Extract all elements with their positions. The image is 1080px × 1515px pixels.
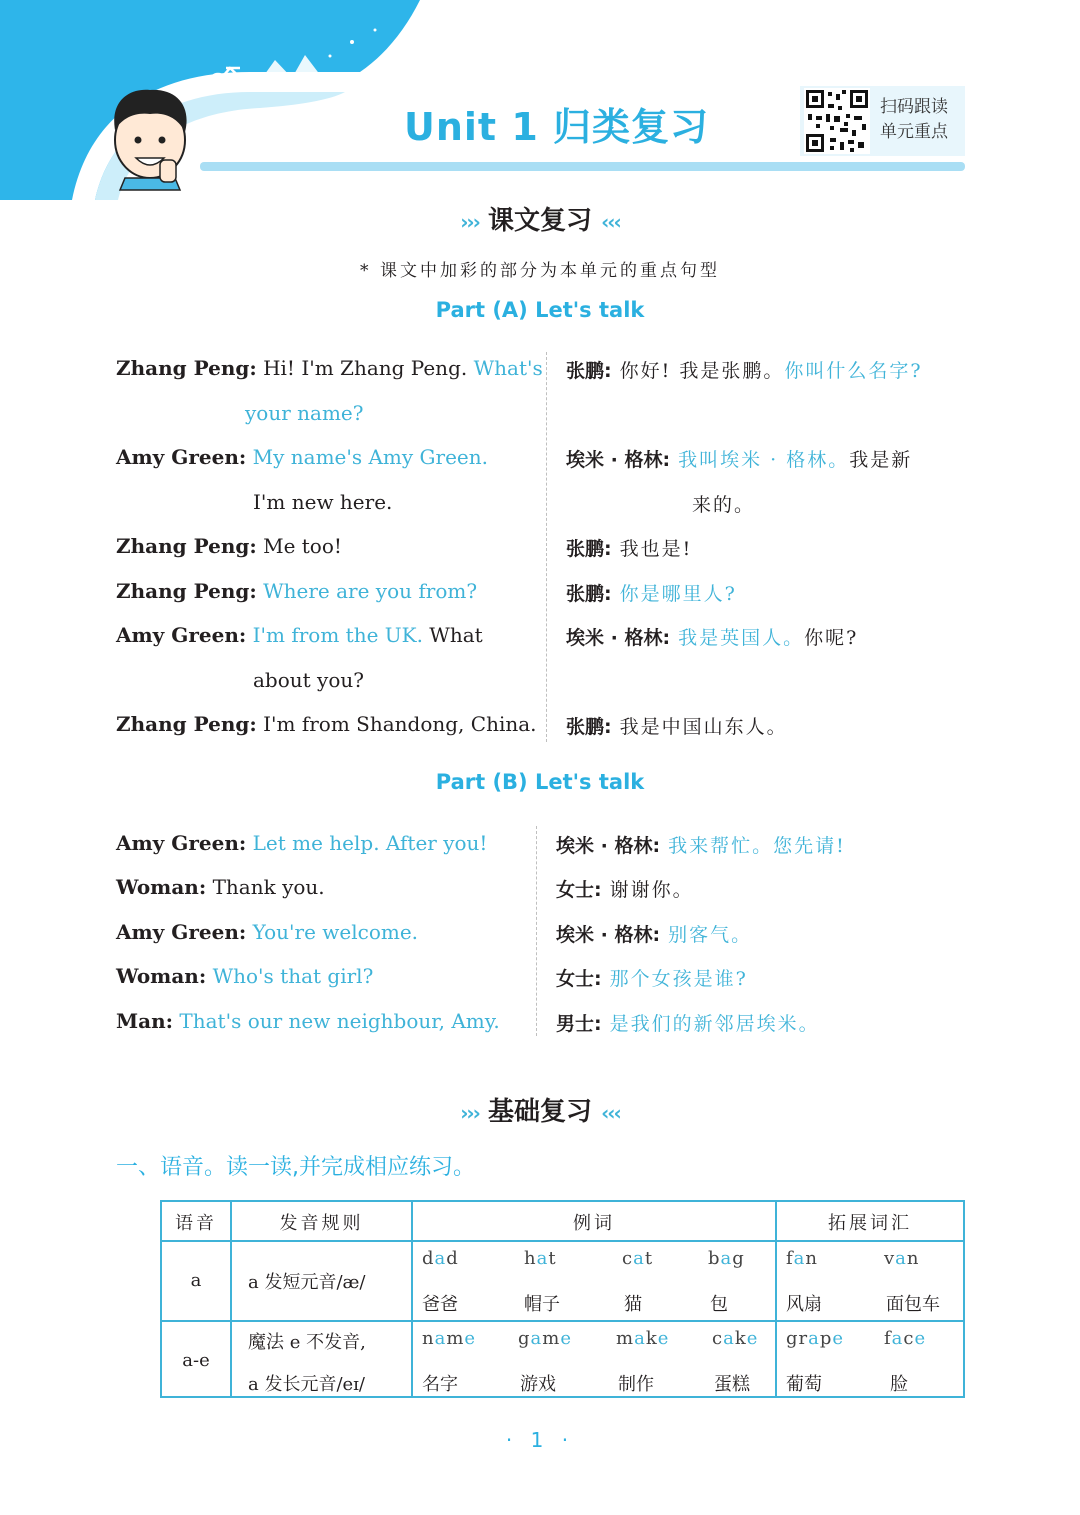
line-text-cn: 我是新 [849,449,913,471]
word-vowel: e [746,1328,759,1349]
dialogue-line-cn [566,534,692,561]
line-text: about you? [253,668,364,692]
example-meaning: 蛋糕 [714,1374,750,1395]
table-cell-rule: 魔法 e 不发音, [248,1332,366,1353]
line-text-cn: 来的。 [692,494,756,516]
example-word [518,1328,572,1349]
line-text: Me too! [263,534,342,558]
word-vowel: a [434,1248,447,1269]
section-heading-text-review: ››› 课文复习 ‹‹‹ [460,206,620,236]
speaker: Amy Green: [116,831,247,855]
key-sentence-cn: 我是英国人。 [678,627,805,649]
key-sentence-cn: 你叫什么名字? [784,360,923,382]
word-part: p [819,1328,833,1349]
table-header: 发音规则 [279,1213,364,1234]
word-part: m [446,1328,465,1349]
key-sentence: You're welcome. [252,920,419,944]
word-part: h [524,1248,537,1269]
dialogue-line [116,579,477,603]
word-vowel: e [832,1328,845,1349]
speaker: Zhang Peng: [116,356,257,380]
example-word [524,1248,557,1269]
column-divider [536,826,537,1036]
example-meaning: 帽子 [524,1294,560,1315]
speaker: Zhang Peng: [116,534,257,558]
word-part: c [622,1248,634,1269]
dialogue-line [116,1009,500,1033]
dialogue-line-cn [556,875,694,902]
qr-label-line1: 扫码跟读 [880,97,948,117]
speaker-cn: 张鹏: [566,538,612,560]
line-text: Hi! I'm Zhang Peng. [263,356,468,380]
example-meaning: 包 [710,1294,728,1315]
line-text: I'm from Shandong, China. [263,712,537,736]
extended-meaning: 脸 [890,1374,908,1395]
key-sentence-cn: 是我们的新邻居埃米。 [609,1013,820,1035]
word-vowel: a [434,1328,447,1349]
key-sentence: Who's that girl? [212,964,374,988]
word-vowel: a [793,1248,806,1269]
word-vowel: a [723,1328,735,1349]
speaker: Woman: [116,964,207,988]
page-number: · 1 · [505,1428,575,1452]
section-heading-basic-review: ››› 基础复习 ‹‹‹ [460,1097,620,1127]
example-word [422,1248,459,1269]
key-sentence: your name? [245,401,364,425]
word-part: k [645,1328,658,1349]
example-word [622,1248,653,1269]
column-divider [546,352,547,742]
word-part: k [734,1328,747,1349]
key-sentence: I'm from the UK. [252,623,423,647]
word-part: c [712,1328,724,1349]
key-sentence: Where are you from? [263,579,478,603]
word-part: m [616,1328,635,1349]
dialogue-line-cn [556,964,748,991]
note-text: * 课文中加彩的部分为本单元的重点句型 [360,261,720,281]
word-part: g [518,1328,531,1349]
line-text-cn: 你好! 我是张鹏。 [619,360,785,382]
dialogue-line-cn [566,356,923,383]
dialogue-line [116,534,342,558]
extended-word [786,1248,818,1269]
key-sentence-cn: 别客气。 [668,924,753,946]
table-cell-sound: a-e [182,1350,210,1371]
speaker: Zhang Peng: [116,579,257,603]
page-title: Unit 1 归类复习 [404,105,709,149]
speaker: Amy Green: [116,445,247,469]
dialogue-line [116,445,488,469]
line-text-cn: 谢谢你。 [609,879,694,901]
dialogue-line-cn [556,920,752,947]
word-part: g [732,1248,745,1269]
phonics-table [160,1200,965,1398]
word-vowel: e [560,1328,572,1349]
word-part: f [786,1248,794,1269]
speaker: Amy Green: [116,623,247,647]
speaker-cn: 埃米 · 格林: [566,449,671,471]
section-heading-label: 课文复习 [487,206,592,236]
example-word [422,1328,476,1349]
word-part: c [903,1328,915,1349]
part-a-title: Part (A) Let's talk [435,298,645,322]
line-text: What [429,623,483,647]
speaker-cn: 张鹏: [566,583,612,605]
example-word [708,1248,745,1269]
speaker: Woman: [116,875,207,899]
qr-label [880,95,960,145]
extended-word [884,1248,920,1269]
table-header: 例词 [573,1213,615,1234]
speaker-cn: 张鹏: [566,716,612,738]
key-sentence-cn: 你是哪里人? [619,583,737,605]
qr-label-line2: 单元重点 [880,122,948,142]
speaker-cn: 女士: [556,968,602,990]
question-title: 一、语音。读一读,并完成相应练习。 [116,1155,475,1180]
word-vowel: e [657,1328,670,1349]
word-part: gr [786,1328,809,1349]
dialogue-line-cn [566,579,737,606]
word-vowel: e [464,1328,477,1349]
extended-meaning: 风扇 [786,1294,822,1315]
table-line [162,1240,963,1242]
extended-meaning: 葡萄 [786,1374,822,1395]
word-vowel: a [808,1328,820,1349]
word-vowel: a [634,1328,646,1349]
extended-word [786,1328,844,1349]
line-text-cn: 我是中国山东人。 [619,716,788,738]
section-heading-label: 基础复习 [487,1097,592,1127]
dialogue-line [116,920,418,944]
dialogue-line [116,875,325,899]
word-part: t [644,1248,654,1269]
key-sentence-cn: 那个女孩是谁? [609,968,748,990]
key-sentence-cn: 我叫埃米 · 格林。 [678,449,850,471]
word-vowel: a [633,1248,645,1269]
line-text: I'm new here. [253,490,393,514]
example-meaning: 爸爸 [422,1294,458,1315]
extended-word [884,1328,926,1349]
dialogue-line [116,712,537,736]
extended-meaning: 面包车 [886,1294,940,1315]
speaker-cn: 埃米 · 格林: [566,627,671,649]
dialogue-line [116,964,373,988]
dialogue-line-cn [566,712,788,739]
key-sentence: My name's Amy Green. [252,445,488,469]
table-cell-rule: a 发长元音/eɪ/ [248,1374,365,1395]
speaker-cn: 男士: [556,1013,602,1035]
dialogue-line [116,831,487,855]
dialogue-line [116,356,543,380]
speaker: Amy Green: [116,920,247,944]
table-cell-sound: a [190,1270,202,1291]
key-sentence: That's our new neighbour, Amy. [179,1009,500,1033]
speaker: Zhang Peng: [116,712,257,736]
example-word [616,1328,669,1349]
example-meaning: 制作 [618,1374,654,1395]
speaker-cn: 张鹏: [566,360,612,382]
speaker: Man: [116,1009,174,1033]
word-vowel: a [530,1328,543,1349]
key-sentence: Let me help. After you! [252,831,488,855]
word-part: d [446,1248,459,1269]
example-meaning: 猫 [624,1294,642,1315]
word-vowel: e [914,1328,927,1349]
speaker-cn: 埃米 · 格林: [556,835,661,857]
dialogue-line-cn [566,623,858,650]
dialogue-line-cn [556,1009,820,1036]
part-b-title: Part (B) Let's talk [435,770,645,794]
word-vowel: a [536,1248,549,1269]
word-part: t [548,1248,557,1269]
example-meaning: 游戏 [520,1374,556,1395]
word-vowel: a [720,1248,733,1269]
word-part: v [884,1248,896,1269]
word-part: n [422,1328,435,1349]
table-header: 语音 [175,1213,217,1234]
table-header: 拓展词汇 [828,1213,912,1234]
line-text-cn: 我也是! [619,538,693,560]
word-part: d [422,1248,435,1269]
key-sentence: What's [473,356,543,380]
line-text: Thank you. [212,875,325,899]
dialogue-line-cn [566,445,912,472]
word-vowel: a [895,1248,907,1269]
table-cell-rule: a 发短元音/æ/ [248,1272,366,1293]
line-text-cn: 你呢? [804,627,859,649]
word-part: n [805,1248,818,1269]
word-part: n [906,1248,920,1269]
key-sentence-cn: 我来帮忙。您先请! [668,835,846,857]
speaker-cn: 埃米 · 格林: [556,924,661,946]
word-part: m [542,1328,561,1349]
example-meaning: 名字 [422,1374,458,1395]
speaker-cn: 女士: [556,879,602,901]
example-word [712,1328,758,1349]
word-part: b [708,1248,721,1269]
word-part: f [884,1328,892,1349]
dialogue-line [116,623,483,647]
table-line [162,1320,963,1322]
dialogue-line-cn [556,831,846,858]
word-vowel: a [891,1328,904,1349]
